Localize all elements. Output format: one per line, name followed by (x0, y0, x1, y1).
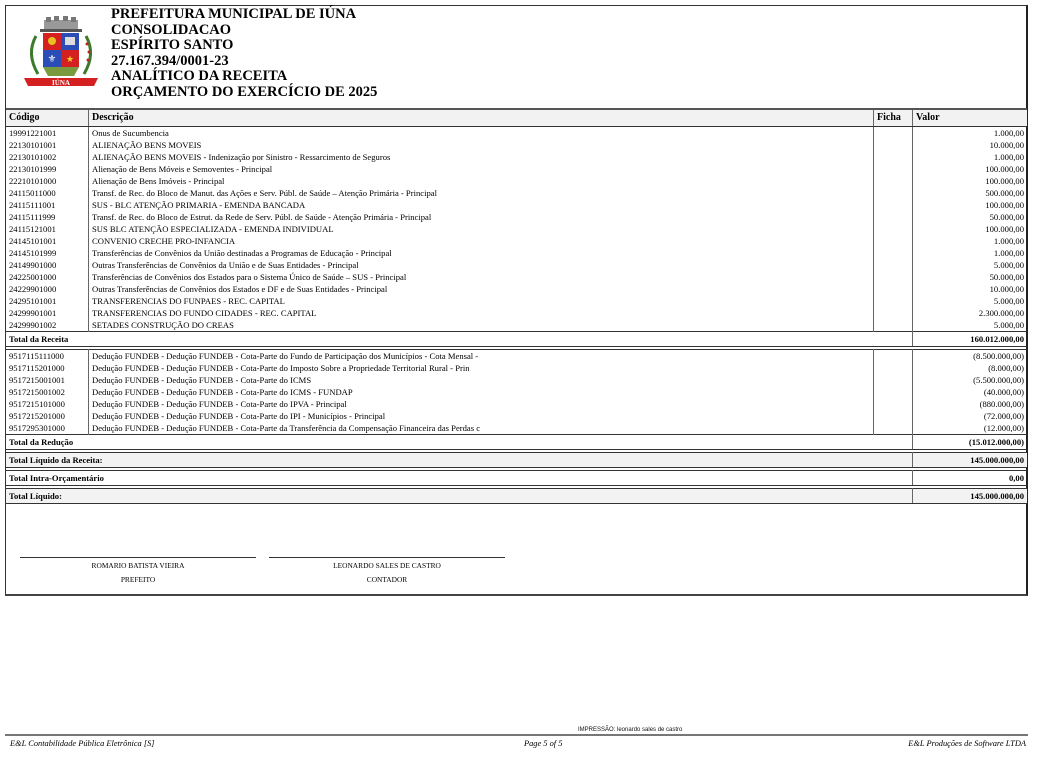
account-code-cell: 22130101001 (6, 139, 89, 151)
ficha-cell (874, 283, 913, 295)
ficha-cell (874, 211, 913, 223)
svg-text:⚜: ⚜ (47, 54, 57, 65)
value-cell: 500.000,00 (985, 188, 1024, 198)
table-row (6, 187, 1027, 199)
budget-year: ORÇAMENTO DO EXERCÍCIO DE 2025 (111, 83, 378, 100)
ficha-cell (874, 175, 913, 187)
municipality-name: PREFEITURA MUNICIPAL DE IÚNA (111, 6, 357, 22)
account-code-cell: 24115111001 (6, 199, 89, 211)
ficha-cell (874, 199, 913, 211)
table-row (6, 139, 1027, 151)
description-cell: Transferências de Convênios dos Estados para o Sistema Único de Saúde – SUS - Principal (89, 271, 874, 283)
ficha-cell (874, 362, 913, 374)
value-cell: 100.000,00 (985, 176, 1024, 186)
ficha-cell (874, 410, 913, 422)
total-liquido-receita-label: Total Líquido da Receita: (6, 453, 913, 468)
account-code-cell: 19991221001 (6, 127, 89, 140)
description-cell: Dedução FUNDEB - Dedução FUNDEB - Cota-Parte da Transferência da Compensação Financeira das Perdas c (89, 422, 874, 435)
value-cell: 1.000,00 (993, 248, 1024, 258)
report-title-block (111, 7, 377, 101)
total-liquido-label: Total Líquido: (6, 489, 913, 504)
municipal-coat-of-arms-icon (16, 16, 106, 96)
table-row (6, 283, 1027, 295)
column-header-ficha: Ficha (874, 109, 913, 127)
description-cell: TRANSFERENCIAS DO FUNDO CIDADES - REC. CAPITAL (89, 307, 874, 319)
value-cell: 100.000,00 (985, 164, 1024, 174)
table-row (6, 211, 1027, 223)
ficha-cell (874, 163, 913, 175)
value-cell: 2.300.000,00 (978, 308, 1024, 318)
description-cell: Onus de Sucumbencia (89, 127, 874, 140)
printed-by-label: IMPRESSÃO: leonardo sales de castro (578, 727, 683, 733)
ficha-cell (874, 319, 913, 332)
account-code-cell: 9517215201000 (6, 410, 89, 422)
table-row (6, 271, 1027, 283)
table-row (6, 127, 1027, 140)
description-cell: SUS BLC ATENÇÃO ESPECIALIZADA - EMENDA INDIVIDUAL (89, 223, 874, 235)
description-cell: Outras Transferências de Convênios dos Estados e DF e de Suas Entidades - Principal (89, 283, 874, 295)
description-cell: Transf. de Rec. do Bloco de Estrut. da Rede de Serv. Públ. de Saúde - Atenção Primária - Principal (89, 211, 874, 223)
account-code-cell: 24115011000 (6, 187, 89, 199)
description-cell: SETADES CONSTRUÇÃO DO CREAS (89, 319, 874, 332)
account-code-cell: 9517215001001 (6, 374, 89, 386)
signature-contador (269, 557, 505, 587)
account-code-cell: 9517115111000 (6, 350, 89, 363)
table-row (6, 386, 1027, 398)
table-row (6, 374, 1027, 386)
total-reducao-row (6, 435, 1027, 450)
description-cell: Dedução FUNDEB - Dedução FUNDEB - Cota-Parte do Fundo de Participação dos Municípios - Cota Mensal - (89, 350, 874, 363)
account-code-cell: 24115111999 (6, 211, 89, 223)
table-row (6, 175, 1027, 187)
table-row (6, 350, 1027, 363)
value-cell: 1.000,00 (993, 128, 1024, 138)
table-row (6, 398, 1027, 410)
value-cell: 5.000,00 (993, 260, 1024, 270)
ficha-cell (874, 386, 913, 398)
value-cell: 5.000,00 (993, 320, 1024, 330)
ficha-cell (874, 398, 913, 410)
account-code-cell: 24225001000 (6, 271, 89, 283)
description-cell: Outras Transferências de Convênios da União e de Suas Entidades - Principal (89, 259, 874, 271)
account-code-cell: 24115121001 (6, 223, 89, 235)
table-row (6, 247, 1027, 259)
account-code-cell: 24145101001 (6, 235, 89, 247)
description-cell: Alienação de Bens Móveis e Semoventes - Principal (89, 163, 874, 175)
ficha-cell (874, 235, 913, 247)
svg-text:★: ★ (65, 54, 75, 64)
value-cell: 100.000,00 (985, 200, 1024, 210)
ficha-cell (874, 259, 913, 271)
account-code-cell: 22130101002 (6, 151, 89, 163)
account-code-cell: 24229901000 (6, 283, 89, 295)
ficha-cell (874, 295, 913, 307)
value-cell: 100.000,00 (985, 224, 1024, 234)
entity-scope: CONSOLIDACAO (111, 21, 232, 38)
ficha-cell (874, 151, 913, 163)
description-cell: CONVENIO CRECHE PRO-INFANCIA (89, 235, 874, 247)
ficha-cell (874, 422, 913, 435)
total-reducao-value: (15.012.000,00) (913, 435, 1028, 450)
table-row (6, 259, 1027, 271)
description-cell: Transferências de Convênios da União destinadas a Programas de Educação - Principal (89, 247, 874, 259)
signer-name: ROMARIO BATISTA VIEIRA (91, 561, 185, 570)
ficha-cell (874, 271, 913, 283)
account-code-cell: 22210101000 (6, 175, 89, 187)
table-header-row (6, 109, 1027, 127)
value-cell: 5.000,00 (993, 296, 1024, 306)
account-code-cell: 9517295301000 (6, 422, 89, 435)
table-row (6, 422, 1027, 435)
signature-prefeito (20, 557, 256, 587)
value-cell: 50.000,00 (989, 272, 1024, 282)
total-liquido-receita-value: 145.000.000,00 (913, 453, 1028, 468)
table-row (6, 235, 1027, 247)
table-row (6, 410, 1027, 422)
total-liquido-receita-row (6, 453, 1027, 468)
description-cell: Dedução FUNDEB - Dedução FUNDEB - Cota-Parte do Imposto Sobre a Propriedade Territorial Rural - Prin (89, 362, 874, 374)
table-row (6, 151, 1027, 163)
value-cell: (40.000,00) (983, 387, 1024, 397)
account-code-cell: 24145101999 (6, 247, 89, 259)
account-code-cell: 24149901000 (6, 259, 89, 271)
value-cell: 1.000,00 (993, 152, 1024, 162)
description-cell: SUS - BLC ATENÇÃO PRIMARIA - EMENDA BANCADA (89, 199, 874, 211)
cnpj-number: 27.167.394/0001-23 (111, 52, 229, 69)
signature-line (269, 557, 505, 558)
total-intra-label: Total Intra-Orçamentário (6, 471, 913, 486)
column-header-code: Código (6, 109, 89, 127)
table-row (6, 223, 1027, 235)
value-cell: (72.000,00) (983, 411, 1024, 421)
value-cell: 10.000,00 (989, 284, 1024, 294)
table-row (6, 307, 1027, 319)
value-cell: 50.000,00 (989, 212, 1024, 222)
footer-software-name: E&L Contabilidade Pública Eletrônica [S] (10, 739, 155, 748)
signer-name: LEONARDO SALES DE CASTRO (333, 561, 441, 570)
footer-divider (5, 734, 1028, 736)
signature-line (20, 557, 256, 558)
report-type: ANALÍTICO DA RECEITA (111, 68, 288, 85)
column-header-valor: Valor (913, 109, 1028, 127)
total-liquido-row (6, 489, 1027, 504)
ficha-cell (874, 374, 913, 386)
total-liquido-value: 145.000.000,00 (913, 489, 1028, 504)
description-cell: ALIENAÇÃO BENS MOVEIS (89, 139, 874, 151)
ficha-cell (874, 223, 913, 235)
value-cell: (880.000,00) (979, 399, 1024, 409)
account-code-cell: 9517215001002 (6, 386, 89, 398)
value-cell: 10.000,00 (989, 140, 1024, 150)
description-cell: ALIENAÇÃO BENS MOVEIS - Indenização por Sinistro - Ressarcimento de Seguros (89, 151, 874, 163)
ficha-cell (874, 307, 913, 319)
page-number: Page 5 of 5 (524, 739, 563, 748)
table-row (6, 295, 1027, 307)
total-intra-value: 0,00 (913, 471, 1028, 486)
table-row (6, 199, 1027, 211)
description-cell: Dedução FUNDEB - Dedução FUNDEB - Cota-Parte do IPVA - Principal (89, 398, 874, 410)
value-cell: 1.000,00 (993, 236, 1024, 246)
ficha-cell (874, 350, 913, 363)
table-row (6, 163, 1027, 175)
account-code-cell: 24299901001 (6, 307, 89, 319)
footer-company-name: E&L Produções de Software LTDA (908, 739, 1026, 748)
account-code-cell: 9517115201000 (6, 362, 89, 374)
description-cell: TRANSFERENCIAS DO FUNPAES - REC. CAPITAL (89, 295, 874, 307)
ficha-cell (874, 187, 913, 199)
revenue-table (6, 108, 1027, 504)
total-reducao-label: Total da Redução (6, 435, 913, 450)
signer-role: PREFEITO (120, 575, 156, 584)
value-cell: (8.500.000,00) (913, 350, 1028, 363)
ficha-cell (874, 139, 913, 151)
description-cell: Dedução FUNDEB - Dedução FUNDEB - Cota-Parte do ICMS - FUNDAP (89, 386, 874, 398)
account-code-cell: 24299901002 (6, 319, 89, 332)
description-cell: Transf. de Rec. do Bloco de Manut. das Ações e Serv. Públ. de Saúde – Atenção Primária - Principal (89, 187, 874, 199)
account-code-cell: 24295101001 (6, 295, 89, 307)
description-cell: Dedução FUNDEB - Dedução FUNDEB - Cota-Parte do IPI - Municípios - Principal (89, 410, 874, 422)
description-cell: Dedução FUNDEB - Dedução FUNDEB - Cota-Parte do ICMS (89, 374, 874, 386)
ficha-cell (874, 127, 913, 140)
signer-role: CONTADOR (366, 575, 408, 584)
report-header (6, 6, 1027, 102)
total-receita-label: Total da Receita (6, 332, 913, 347)
svg-text:IÚNA: IÚNA (52, 79, 70, 87)
value-cell: (8.000,00) (988, 363, 1024, 373)
column-header-description: Descrição (89, 109, 874, 127)
value-cell: (12.000,00) (983, 423, 1024, 433)
account-code-cell: 9517215101000 (6, 398, 89, 410)
description-cell: Alienação de Bens Imóveis - Principal (89, 175, 874, 187)
account-code-cell: 22130101999 (6, 163, 89, 175)
revenue-rows (6, 127, 1027, 332)
table-row (6, 362, 1027, 374)
ficha-cell (874, 247, 913, 259)
deduction-rows (6, 350, 1027, 435)
state-name: ESPÍRITO SANTO (111, 37, 234, 54)
total-intra-orcamentario-row (6, 471, 1027, 486)
signature-block (6, 552, 1027, 592)
value-cell: (5.500.000,00) (973, 375, 1024, 385)
table-row (6, 319, 1027, 332)
total-receita-row (6, 332, 1027, 347)
total-receita-value: 160.012.000,00 (913, 332, 1028, 347)
